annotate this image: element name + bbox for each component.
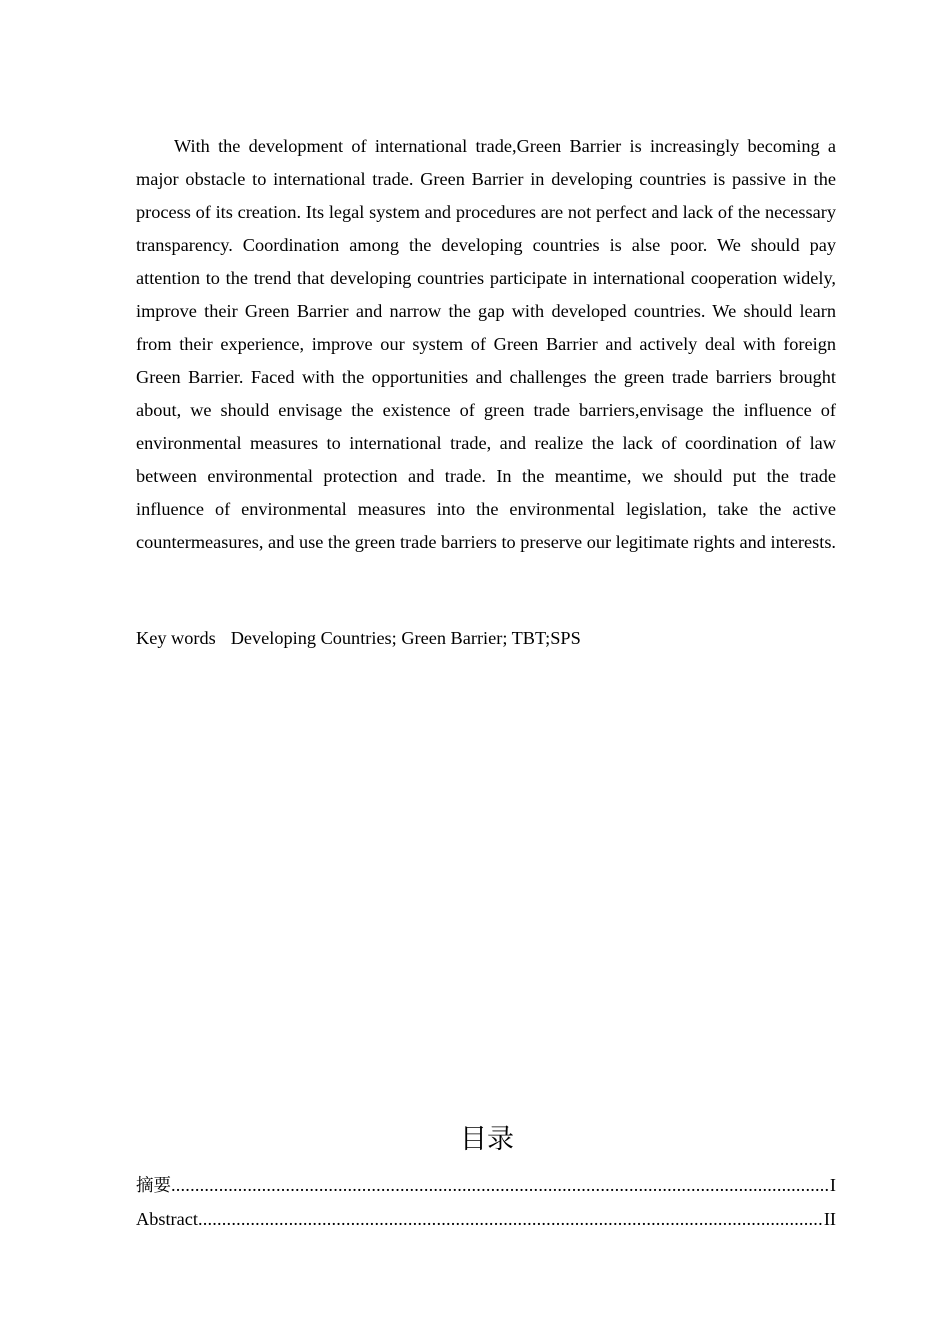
- toc-title: 目录: [460, 1124, 514, 1155]
- keywords-label: Key words: [136, 628, 216, 648]
- toc-entry-abstract-cn[interactable]: [136, 1168, 836, 1202]
- toc-dot-leader: [198, 1202, 824, 1236]
- toc-entry-abstract-en[interactable]: [136, 1202, 836, 1236]
- toc-entry-page: II: [823, 1209, 836, 1229]
- keywords-value: Developing Countries; Green Barrier; TBT;SPS: [230, 628, 581, 648]
- toc-dot-leader: [171, 1168, 830, 1202]
- table-of-contents: [136, 1168, 836, 1236]
- toc-entry-page: I: [829, 1175, 836, 1195]
- keywords-line: [136, 622, 836, 655]
- toc-entry-label: Abstract: [136, 1209, 198, 1229]
- abstract-paragraph: With the development of international trade,Green Barrier is increasingly becoming a major obstacle to international trade. Green Barrier in developing countries is passive in the process of its creation. Its legal system and procedures are not perfect and lack of the necessary transparency. Coordination among the developing countries is alse poor. We should pay attention to the trend that developing countries participate in international cooperation widely, improve their Green Barrier and narrow the gap with developed countries. We should learn from their experience, improve our system of Green Barrier and actively deal with foreign Green Barrier. Faced with the opportunities and challenges the green trade barriers brought about, we should envisage the existence of green trade barriers,envisage the influence of environmental measures to international trade, and realize the lack of coordination of law between environmental protection and trade. In the meantime, we should put the trade influence of environmental measures into the environmental legislation, take the active countermeasures, and use the green trade barriers to preserve our legitimate rights and interests.: [136, 136, 837, 552]
- toc-entry-label: 摘要: [136, 1176, 171, 1196]
